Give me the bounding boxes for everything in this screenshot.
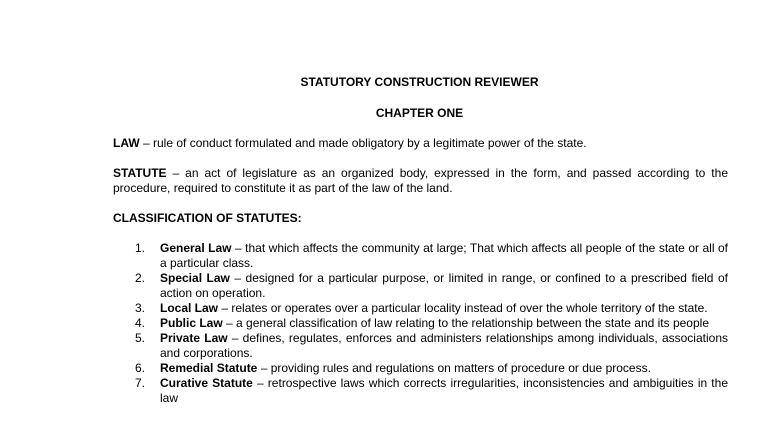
statute-definition-paragraph — [113, 166, 728, 196]
list-item — [113, 361, 728, 376]
list-item-term: General Law — [160, 241, 232, 255]
list-item-term: Local Law — [160, 301, 219, 315]
list-item-term: Public Law — [160, 316, 223, 330]
list-item-definition: – designed for a particular purpose, or limited in range, or confined to a prescribed field of action on operation. — [160, 271, 728, 300]
law-term: LAW — [113, 136, 140, 150]
law-definition-paragraph — [113, 136, 728, 151]
classification-heading: CLASSIFICATION OF STATUTES: — [113, 211, 302, 225]
list-item-number: 4. — [135, 316, 146, 330]
list-item-term: Special Law — [160, 271, 230, 285]
list-item — [113, 301, 728, 316]
list-item-term: Remedial Statute — [160, 361, 258, 375]
document-title: STATUTORY CONSTRUCTION REVIEWER — [300, 75, 539, 89]
list-item-number: 2. — [135, 271, 146, 285]
list-item-number: 6. — [135, 361, 146, 375]
list-item — [113, 241, 728, 271]
list-item — [113, 316, 728, 331]
list-item-definition: – retrospective laws which corrects irregularities, inconsistencies and ambiguities in the law — [160, 376, 728, 405]
list-item-number: 5. — [135, 331, 146, 345]
list-item-definition: – that which affects the community at large; That which affects all people of the state or all of a particular class. — [160, 241, 728, 270]
list-item-term: Private Law — [160, 331, 228, 345]
list-item-definition: – providing rules and regulations on matters of procedure or due process. — [257, 361, 651, 375]
law-definition-text: – rule of conduct formulated and made obligatory by a legitimate power of the state. — [139, 136, 587, 150]
statute-term: STATUTE — [113, 166, 167, 180]
chapter-heading: CHAPTER ONE — [375, 106, 464, 120]
list-item-number: 1. — [135, 241, 146, 255]
list-item-number: 7. — [135, 376, 146, 390]
classification-list — [113, 241, 728, 406]
list-item — [113, 271, 728, 301]
list-item-number: 3. — [135, 301, 146, 315]
list-item-definition: – defines, regulates, enforces and administers relationships among individuals, associations and corporations. — [160, 331, 728, 360]
list-item-term: Curative Statute — [160, 376, 253, 390]
list-item-definition: – relates or operates over a particular locality instead of over the whole territory of the state. — [218, 301, 708, 315]
list-item-definition: – a general classification of law relating to the relationship between the state and its people — [222, 316, 709, 330]
list-item — [113, 331, 728, 361]
statute-definition-text: – an act of legislature as an organized body, expressed in the form, and passed according to the procedure, required to constitute it as part of the law of the land. — [113, 166, 728, 195]
list-item — [113, 376, 728, 406]
